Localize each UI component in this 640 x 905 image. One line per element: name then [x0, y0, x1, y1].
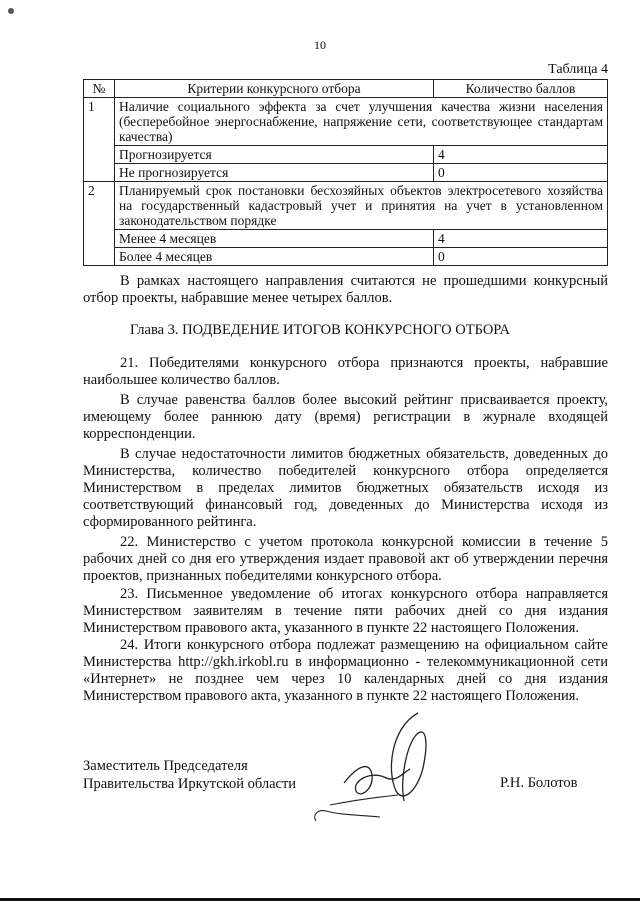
- header-criteria: Критерии конкурсного отбора: [115, 80, 434, 98]
- signatory-title-line1: Заместитель Председателя: [83, 758, 248, 774]
- table-row: [84, 248, 608, 266]
- table-row: [84, 182, 608, 230]
- page-bottom-edge: [0, 898, 640, 901]
- handwritten-signature: [300, 705, 470, 825]
- table-row: [84, 164, 608, 182]
- table-row: [84, 146, 608, 164]
- paragraph-23: 23. Письменное уведомление об итогах конкурсного отбора направляется Министерством заявителям в течение пяти рабочих дней со дня издания Министерством правового акта, указанного в пункте 22 настоящего Положения.: [83, 586, 608, 636]
- signatory-title: [83, 757, 296, 793]
- header-num: №: [84, 80, 115, 98]
- signatory-name: Р.Н. Болотов: [500, 775, 578, 791]
- row-num: 1: [84, 98, 115, 182]
- header-points: Количество баллов: [434, 80, 608, 98]
- table-note: В рамках настоящего направления считаются не прошедшими конкурсный отбор проекты, набравшие менее четырех баллов.: [83, 273, 608, 306]
- row-num: 2: [84, 182, 115, 266]
- criteria-table: [83, 79, 608, 266]
- paragraph-tie-rule: В случае равенства баллов более высокий рейтинг присваивается проекту, имеющему более раннюю дату (время) регистрации в журнале входящей корреспонденции.: [83, 392, 608, 442]
- option-label: Не прогнозируется: [115, 164, 434, 182]
- scan-dot: [8, 8, 14, 14]
- page-number: 10: [314, 38, 326, 52]
- table-row: [84, 230, 608, 248]
- option-points: 4: [434, 230, 608, 248]
- option-label: Менее 4 месяцев: [115, 230, 434, 248]
- chapter-title: Глава 3. ПОДВЕДЕНИЕ ИТОГОВ КОНКУРСНОГО ОТБОРА: [130, 322, 510, 338]
- option-points: 0: [434, 248, 608, 266]
- signatory-title-line2: Правительства Иркутской области: [83, 776, 297, 792]
- option-points: 4: [434, 146, 608, 164]
- option-label: Более 4 месяцев: [115, 248, 434, 266]
- paragraph-21: 21. Победителями конкурсного отбора признаются проекты, набравшие наибольшее количество баллов.: [83, 355, 608, 388]
- table-header-row: [84, 80, 608, 98]
- paragraph-limits: В случае недостаточности лимитов бюджетных обязательств, доведенных до Министерства, количество победителей конкурсного отбора определяется Министерством в пределах лимитов бюджетных обязательств исходя из соответствующий финансовый год, доведенных до Министерства исходя из сформированного рейтинга.: [83, 446, 608, 530]
- paragraph-22: 22. Министерство с учетом протокола конкурсной комиссии в течение 5 рабочих дней со дня его утверждения издает правовой акт об утверждении перечня проектов, признанных победителями конкурсного отбора.: [83, 534, 608, 584]
- option-points: 0: [434, 164, 608, 182]
- table-caption: Таблица 4: [548, 62, 608, 77]
- option-label: Прогнозируется: [115, 146, 434, 164]
- paragraph-24: 24. Итоги конкурсного отбора подлежат размещению на официальном сайте Министерства http://gkh.irkobl.ru в информационно - телекоммуникационной сети «Интернет» не позднее чем через 10 календарных дней со дня издания Министерством правового акта, указанного в пункте 22 настоящего Положения.: [83, 637, 608, 704]
- criterion-text: Планируемый срок постановки бесхозяйных объектов электросетевого хозяйства на государственный кадастровый учет и принятия на учет в установленном законодательством порядке: [115, 182, 608, 230]
- criterion-text: Наличие социального эффекта за счет улучшения качества жизни населения (бесперебойное энергоснабжение, напряжение сети, соответствующее стандартам качества): [115, 98, 608, 146]
- table-row: [84, 98, 608, 146]
